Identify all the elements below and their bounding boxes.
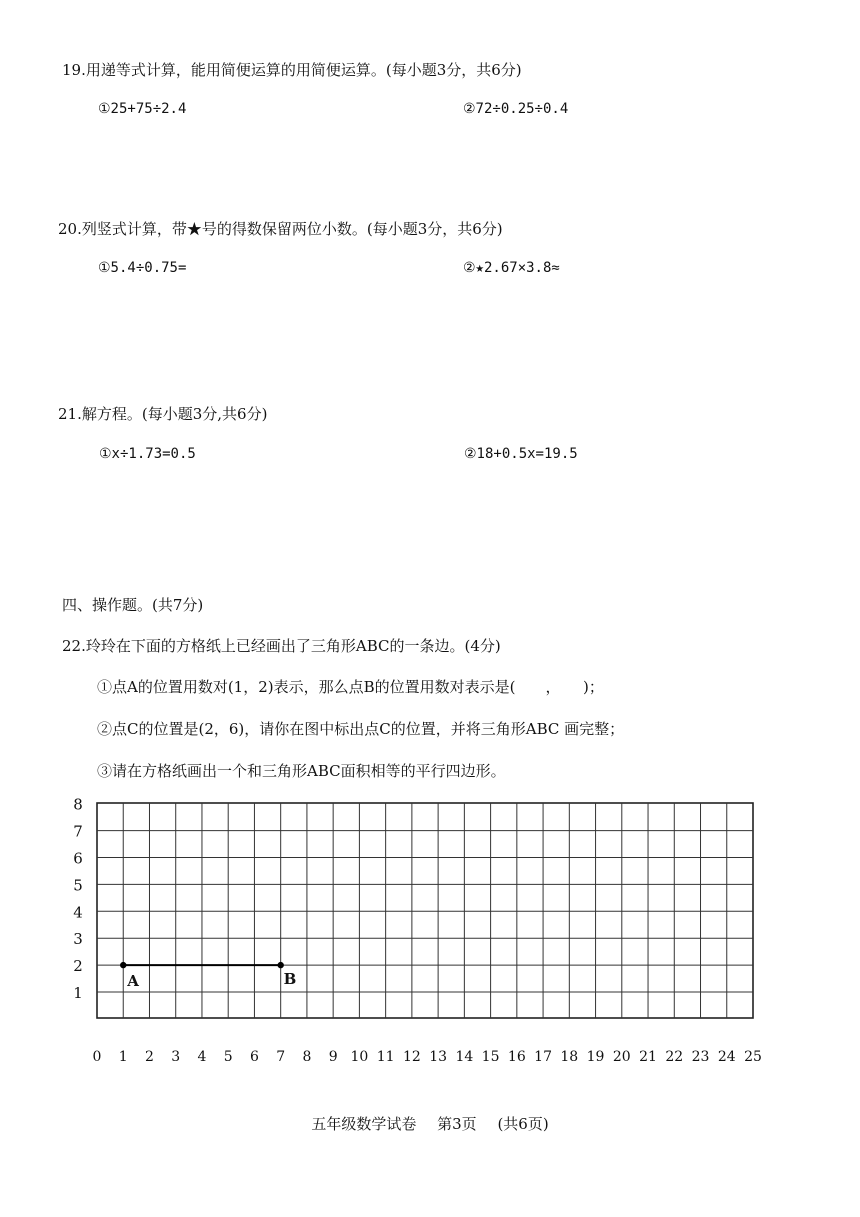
x-tick-label: 21 <box>639 1049 657 1065</box>
x-tick-label: 15 <box>481 1049 500 1065</box>
x-tick-label: 10 <box>350 1049 369 1065</box>
x-tick-label: 20 <box>612 1049 631 1065</box>
point-b-label: B <box>283 970 297 989</box>
x-tick-label: 2 <box>145 1049 154 1065</box>
x-tick-label: 19 <box>586 1049 605 1065</box>
point-a-label: A <box>127 972 139 991</box>
x-tick-label: 8 <box>302 1049 312 1065</box>
point-b-dot <box>277 962 283 968</box>
q21-item-2: ②18+0.5x=19.5 <box>464 446 578 462</box>
q22-sub-1: ①点A的位置用数对(1，2)表示，那么点B的位置用数对表示是( ， )； <box>97 678 604 696</box>
y-tick-label: 5 <box>73 876 83 895</box>
y-tick-label: 1 <box>73 984 83 1002</box>
x-tick-label: 1 <box>118 1049 128 1065</box>
x-tick-label: 13 <box>429 1049 448 1065</box>
q22-sub-2: ②点C的位置是(2，6)，请你在图中标出点C的位置，并将三角形ABC 画完整； <box>97 720 625 738</box>
x-tick-label: 25 <box>744 1049 762 1065</box>
x-tick-label: 5 <box>223 1049 233 1065</box>
x-tick-label: 0 <box>92 1049 102 1065</box>
x-tick-label: 23 <box>691 1049 710 1065</box>
q19-item-1: ①25+75÷2.4 <box>98 101 187 117</box>
y-tick-label: 3 <box>73 930 83 949</box>
y-tick-label: 7 <box>73 822 83 841</box>
q20-item-2: ②★2.67×3.8≈ <box>463 260 560 276</box>
y-tick-label: 2 <box>73 957 83 976</box>
q20-title: 20.列竖式计算，带★号的得数保留两位小数。(每小题3分，共6分) <box>58 220 503 238</box>
section-4-title: 四、操作题。(共7分) <box>62 596 204 614</box>
x-tick-label: 12 <box>402 1049 421 1065</box>
x-tick-label: 9 <box>328 1049 338 1065</box>
footer-page: 第3页 <box>437 1115 477 1133</box>
x-tick-label: 22 <box>665 1049 684 1065</box>
x-tick-label: 16 <box>507 1049 526 1065</box>
q22-title: 22.玲玲在下面的方格纸上已经画出了三角形ABC的一条边。(4分) <box>62 637 501 655</box>
point-a-dot <box>120 962 126 968</box>
q19-title: 19.用递等式计算，能用简便运算的用简便运算。(每小题3分，共6分) <box>62 61 522 79</box>
q22-sub-3: ③请在方格纸画出一个和三角形ABC面积相等的平行四边形。 <box>97 762 506 780</box>
q21-title: 21.解方程。(每小题3分,共6分) <box>58 405 268 423</box>
footer-total: (共6页) <box>497 1115 549 1133</box>
x-tick-label: 11 <box>376 1049 395 1065</box>
q21-item-1: ①x÷1.73=0.5 <box>99 446 196 462</box>
q19-item-2: ②72÷0.25÷0.4 <box>463 101 569 117</box>
y-tick-label: 8 <box>73 795 83 814</box>
x-tick-label: 14 <box>455 1049 474 1065</box>
x-tick-label: 17 <box>534 1049 552 1065</box>
footer-subject: 五年级数学试卷 <box>311 1115 417 1133</box>
x-tick-label: 4 <box>197 1049 207 1065</box>
grid-border <box>97 803 753 1018</box>
x-tick-label: 24 <box>717 1049 736 1065</box>
page-footer <box>0 1113 860 1134</box>
x-tick-label: 7 <box>276 1049 286 1065</box>
x-tick-label: 18 <box>560 1049 579 1065</box>
y-tick-label: 4 <box>73 903 83 922</box>
x-tick-label: 6 <box>249 1049 259 1065</box>
x-tick-label: 3 <box>171 1049 181 1065</box>
y-tick-label: 6 <box>73 849 83 868</box>
q20-item-1: ①5.4÷0.75= <box>98 260 187 276</box>
